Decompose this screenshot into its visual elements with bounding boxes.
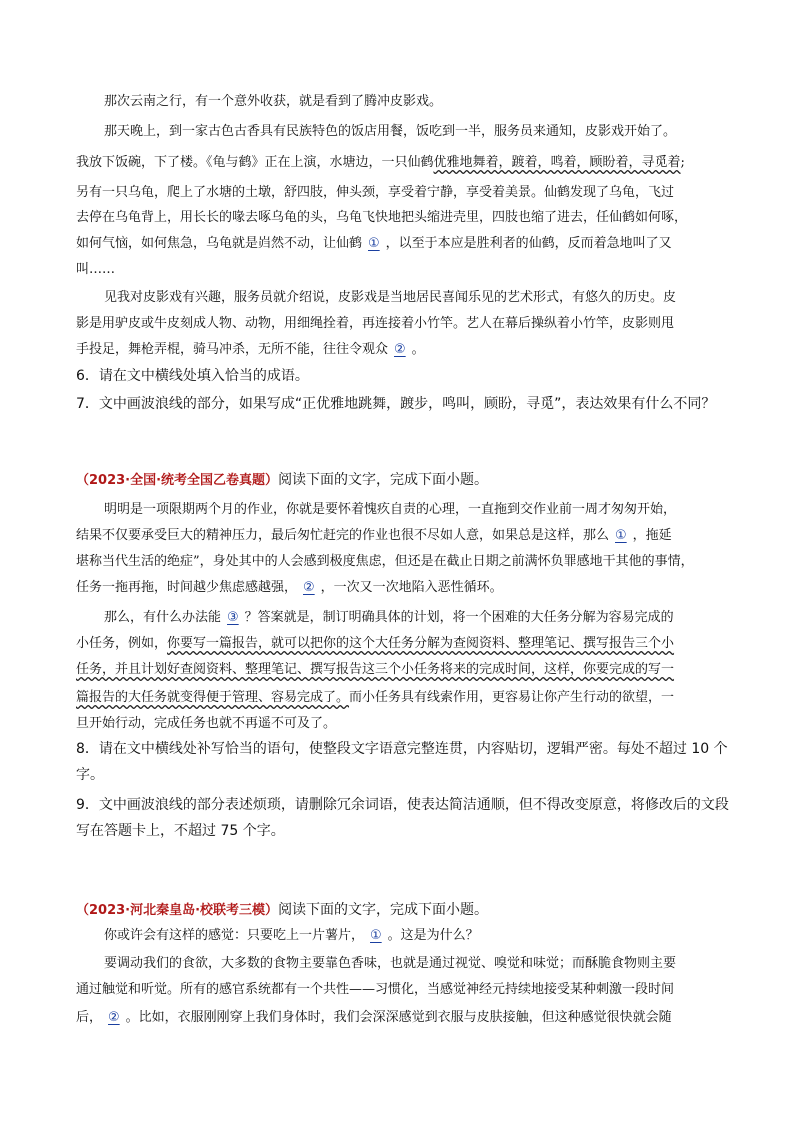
section2-line-2-pre: 结果不仅要承受巨大的精神压力，最后匆忙赶完的作业也很不尽如人意，如果总是这样，那么 bbox=[76, 528, 610, 543]
section3-line-3: 通过触觉和听觉。所有的感官系统都有一个共性——习惯化，当感觉神经元持续地接受某种刺激一段时间 bbox=[76, 982, 675, 997]
section2-line-5 bbox=[104, 610, 674, 626]
blank-1: ① bbox=[370, 928, 382, 943]
section2-line-6-pre: 小任务，例如， bbox=[76, 636, 168, 651]
section3-line-4-post: 。比如，衣服刚刚穿上我们身体时，我们会深深感觉到衣服与皮肤接触，但这种感觉很快就会随 bbox=[125, 1010, 672, 1025]
blank-2: ② bbox=[394, 342, 406, 357]
section2-header bbox=[76, 472, 488, 489]
question-9-line-1: 9．文中画波浪线的部分表述烦琐，请删除冗余词语，使表达简洁通顺，但不得改变原意，将修改后的文段 bbox=[76, 797, 729, 813]
section2-line-5-post: ？答案就是，制订明确具体的计划，将一个困难的大任务分解为容易完成的 bbox=[244, 610, 674, 625]
passage1-line-6 bbox=[76, 236, 672, 252]
wavy-underlined-passage: 篇报告的大任务就变得便于管理、容易完成了。 bbox=[76, 690, 350, 705]
section2-line-8-post: 而小任务具有线索作用，更容易让你产生行动的欲望，一 bbox=[349, 690, 675, 705]
section3-line-4 bbox=[76, 1010, 672, 1026]
wavy-underlined-phrase: 优雅地舞着，踱着，鸣着，顾盼着，寻觅着 bbox=[433, 155, 681, 170]
section3-header bbox=[76, 902, 488, 919]
passage1-line-1: 那次云南之行，有一个意外收获，就是看到了腾冲皮影戏。 bbox=[104, 94, 443, 109]
section2-line-8 bbox=[76, 690, 674, 706]
passage1-line-5: 去停在乌龟背上，用长长的喙去啄乌龟的头，乌龟飞快地把头缩进壳里，四肢也缩了进去，任仙鹤如何啄， bbox=[76, 210, 688, 225]
passage1-line-8: 见我对皮影戏有兴趣，服务员就介绍说，皮影戏是当地居民喜闻乐见的艺术形式，有悠久的历史。皮 bbox=[104, 290, 677, 305]
section3-source: （2023·河北秦皇岛·校联考三模） bbox=[76, 903, 279, 918]
section3-intro: 阅读下面的文字，完成下面小题。 bbox=[278, 902, 489, 918]
question-8-line-1: 8．请在文中横线处补写恰当的语句，使整段文字语意完整连贯，内容贴切，逻辑严密。每处不超过 10 个 bbox=[76, 741, 728, 757]
wavy-underlined-passage: 任务，并且计划好查阅资料、整理笔记、撰写报告这三个小任务将来的完成时间，这样，你要完成的写一 bbox=[76, 662, 675, 677]
question-8-line-2: 字。 bbox=[76, 767, 104, 783]
blank-1: ① bbox=[615, 528, 627, 543]
section2-line-6 bbox=[76, 636, 674, 652]
wavy-underlined-passage: 你要写一篇报告，就可以把你的这个大任务分解为查阅资料、整理笔记、撰写报告三个小 bbox=[167, 636, 675, 651]
blank-2: ② bbox=[108, 1010, 120, 1025]
section2-line-4-pre: 任务一拖再拖，时间越少焦虑感越强， bbox=[76, 580, 298, 595]
section3-line-1-post: 。这是为什么？ bbox=[387, 928, 479, 943]
blank-3: ③ bbox=[227, 610, 239, 625]
passage1-line-6-pre: 如何气恼，如何焦急，乌龟就是岿然不动，让仙鹤 bbox=[76, 236, 363, 251]
section2-line-2-post: ，拖延 bbox=[632, 528, 672, 543]
question-6: 6．请在文中横线处填入恰当的成语。 bbox=[76, 368, 309, 384]
section2-line-9: 旦开始行动，完成任务也就不再遥不可及了。 bbox=[76, 716, 337, 731]
section3-line-2: 要调动我们的食欲，大多数的食物主要靠色香味，也就是通过视觉、嗅觉和味觉；而酥脆食物则主要 bbox=[104, 956, 677, 971]
passage1-line-3-post: ; bbox=[680, 155, 685, 170]
section2-source: （2023·全国·统考全国乙卷真题） bbox=[76, 473, 279, 488]
section2-line-3: 堪称当代生活的绝症”，身处其中的人会感到极度焦虑，但还是在截止日期之前满怀负罪感地干其他的事情， bbox=[76, 554, 694, 569]
section2-line-1: 明明是一项限期两个月的作业，你就是要怀着愧疚自责的心理，一直拖到交作业前一周才匆匆开始， bbox=[104, 502, 677, 517]
passage1-line-4: 另有一只乌龟，爬上了水塘的土墩，舒四肢，伸头颈，享受着宁静，享受着美景。仙鹤发现了乌龟，飞过 bbox=[76, 185, 675, 200]
section2-line-4 bbox=[76, 580, 503, 596]
question-9-line-2: 写在答题卡上，不超过 75 个字。 bbox=[76, 823, 285, 839]
section3-line-4-pre: 后， bbox=[76, 1010, 103, 1025]
blank-1: ① bbox=[368, 236, 380, 251]
blank-2: ② bbox=[303, 580, 315, 595]
section3-line-1 bbox=[104, 928, 479, 944]
passage1-line-10-pre: 手投足，舞枪弄棍，骑马冲杀，无所不能，往往令观众 bbox=[76, 342, 389, 357]
section2-line-7 bbox=[76, 662, 674, 678]
section2-line-2 bbox=[76, 528, 672, 544]
passage1-line-6-post: ，以至于本应是胜利者的仙鹤，反而着急地叫了又 bbox=[385, 236, 672, 251]
question-7: 7．文中画波浪线的部分，如果写成“正优雅地跳舞，踱步，鸣叫，顾盼，寻觅”，表达效果有什么不同？ bbox=[76, 396, 716, 412]
section3-line-1-pre: 你或许会有这样的感觉：只要吃上一片薯片， bbox=[104, 928, 365, 943]
section2-intro: 阅读下面的文字，完成下面小题。 bbox=[278, 472, 489, 488]
passage1-line-2: 那天晚上，到一家古色古香具有民族特色的饭店用餐，饭吃到一半，服务员来通知，皮影戏开始了。 bbox=[104, 124, 677, 139]
passage1-line-9: 影是用驴皮或牛皮刻成人物、动物，用细绳拴着，再连接着小竹竿。艺人在幕后操纵着小竹竿，皮影则甩 bbox=[76, 316, 675, 331]
passage1-line-3-pre: 我放下饭碗，下了楼。《龟与鹤》正在上演，水塘边，一只仙鹤 bbox=[76, 155, 434, 170]
passage1-line-10 bbox=[76, 342, 425, 358]
passage1-line-10-post: 。 bbox=[411, 342, 425, 357]
section2-line-4-post: ，一次又一次地陷入恶性循环。 bbox=[320, 580, 503, 595]
passage1-line-7: 叫…… bbox=[76, 262, 116, 277]
section2-line-5-pre: 那么，有什么办法能 bbox=[104, 610, 222, 625]
passage1-line-3 bbox=[76, 155, 685, 171]
